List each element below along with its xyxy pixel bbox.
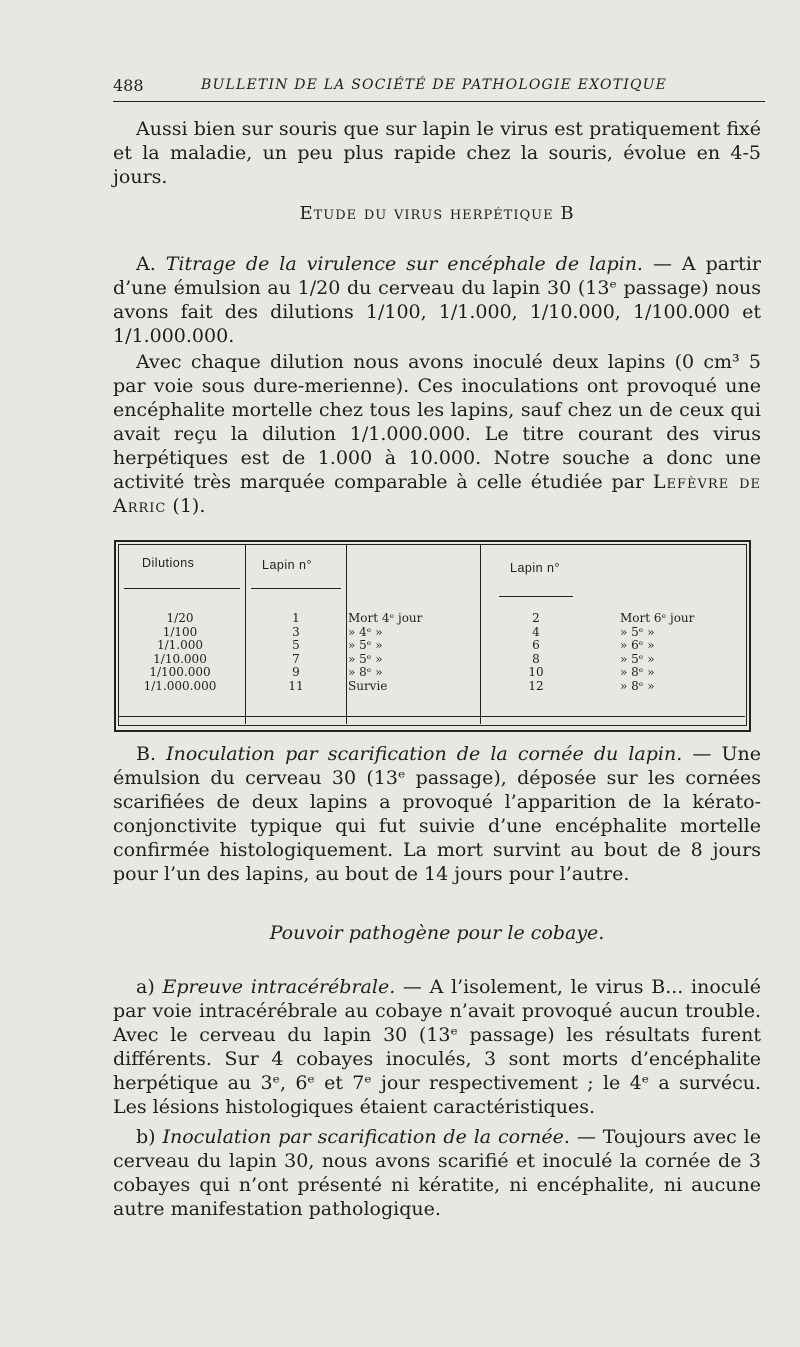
table-cell: 8 <box>532 651 540 666</box>
table-cell: » 8ᵉ » <box>620 665 655 680</box>
dilution-results-table <box>114 540 749 730</box>
table-cell: Mort 6ᵉ jour <box>620 611 695 625</box>
header-lapin-1: Lapin n° <box>262 558 313 572</box>
table-cell: 1/1.000.000 <box>143 678 217 693</box>
cornee-title: Inoculation par scarification de la cornée. <box>162 1126 570 1148</box>
header-lapin-2: Lapin n° <box>510 561 561 575</box>
table-cell: » 8ᵉ » <box>348 665 383 680</box>
table-cell: 3 <box>292 624 300 639</box>
table-cell: 7 <box>292 651 300 666</box>
paragraph-scarification-lapin: B. Inoculation par scarification de la cornée du lapin. — Une émulsion du cerveau 30 (13ᵉ passage), déposée sur les cornées scarifiées de deux lapins a provoqué l’apparition de la kérato-conjonctivite typique qui fut suivie d’une encéphalite mortelle confirmée histologiquement. La mort survint au bout de 8 jours pour l’un des lapins, au bout de 14 jours pour l’autre. <box>113 743 761 885</box>
table-cell: 12 <box>528 678 544 693</box>
page-header <box>113 70 758 100</box>
table-cell: Mort 4ᵉ jour <box>348 611 423 625</box>
table-cell: Survie <box>348 678 388 693</box>
column-dilutions <box>124 612 236 694</box>
header-dilutions: Dilutions <box>142 556 195 570</box>
column-result-b <box>620 612 738 694</box>
table-cell: 1/20 <box>166 611 194 625</box>
paragraph-titrage: A. Titrage de la virulence sur encéphale de lapin. — A partir d’une émulsion au 1/20 du cerveau du lapin 30 (13ᵉ passage) nous avons fait des dilutions 1/100, 1/1.000, 1/10.000, 1/100.000 et 1/1.000.000. <box>113 253 761 347</box>
table-cell: 9 <box>292 665 300 680</box>
table-cell: 4 <box>532 624 540 639</box>
section-heading-etude: Etude du virus herpétique B <box>299 203 575 224</box>
paragraph-cornee-cobaye: b) Inoculation par scarification de la cornée. — Toujours avec le cerveau du lapin 30, nous avons scarifié et inoculé la cornée de 3 cobayes qui n’ont présenté ni kératite, ni encéphalite, ni aucune autre manifestation pathologique. <box>113 1126 761 1220</box>
table-cell: 1/10.000 <box>153 651 207 666</box>
column-result-a <box>348 612 468 694</box>
table-cell: 11 <box>288 678 304 693</box>
paragraph-inoculation-results: Avec chaque dilution nous avons inoculé deux lapins (0 cm³ 5 par voie sous dure-merienne). Ces inoculations ont provoqué une encéphalite mortelle chez tous les lapins, sauf chez un de ceux qui avait reçu la dilution 1/1.000.000. Le titre courant des virus herpétiques est de 1.000 à 10.000. Notre souche a donc une activité très marquée comparable à celle étudiée par Lefèvre de Arric (1). <box>113 351 761 517</box>
table-cell: » 4ᵉ » <box>348 624 383 639</box>
author-reference: Lefèvre de Arric <box>113 471 761 517</box>
table-cell: 6 <box>532 638 540 653</box>
page-number: 488 <box>113 76 144 95</box>
table-cell: » 8ᵉ » <box>620 678 655 693</box>
table-cell: » 5ᵉ » <box>348 638 383 653</box>
table-cell: 1/100 <box>162 624 198 639</box>
column-lapin-b <box>514 612 558 694</box>
table-cell: 2 <box>532 611 540 625</box>
epreuve-title: Epreuve intracérébrale. <box>162 976 396 998</box>
titrage-title: Titrage de la virulence sur encéphale de lapin. <box>165 253 643 275</box>
table-cell: 5 <box>292 638 300 653</box>
table-cell: 10 <box>528 665 544 680</box>
table-cell: » 6ᵉ » <box>620 638 655 653</box>
table-cell: 1 <box>292 611 300 625</box>
header-rule <box>113 101 765 102</box>
table-cell: 1/1.000 <box>156 638 204 653</box>
column-lapin-a <box>274 612 318 694</box>
table-cell: 1/100.000 <box>149 665 211 680</box>
paragraph-intro: Aussi bien sur souris que sur lapin le virus est pratiquement fixé et la maladie, un peu plus rapide chez la souris, évolue en 4-5 jours. <box>113 118 761 188</box>
paragraph-epreuve: a) Epreuve intracérébrale. — A l’isolement, le virus B... inoculé par voie intracérébrale au cobaye n’avait provoqué aucun trouble. Avec le cerveau du lapin 30 (13ᵉ passage) les résultats furent différents. Sur 4 cobayes inoculés, 3 sont morts d’encéphalite herpétique au 3ᵉ, 6ᵉ et 7ᵉ jour respectivement ; le 4ᵉ a survécu. Les lésions histologiques étaient caractéristiques. <box>113 976 761 1118</box>
section-heading-pouvoir: Pouvoir pathogène pour le cobaye. <box>269 922 605 944</box>
table-cell: » 5ᵉ » <box>620 651 655 666</box>
table-cell: » 5ᵉ » <box>620 624 655 639</box>
table-cell: » 5ᵉ » <box>348 651 383 666</box>
running-title: BULLETIN DE LA SOCIÉTÉ DE PATHOLOGIE EXOTIQUE <box>201 77 668 93</box>
scarification-title: Inoculation par scarification de la cornée du lapin. <box>166 743 683 765</box>
